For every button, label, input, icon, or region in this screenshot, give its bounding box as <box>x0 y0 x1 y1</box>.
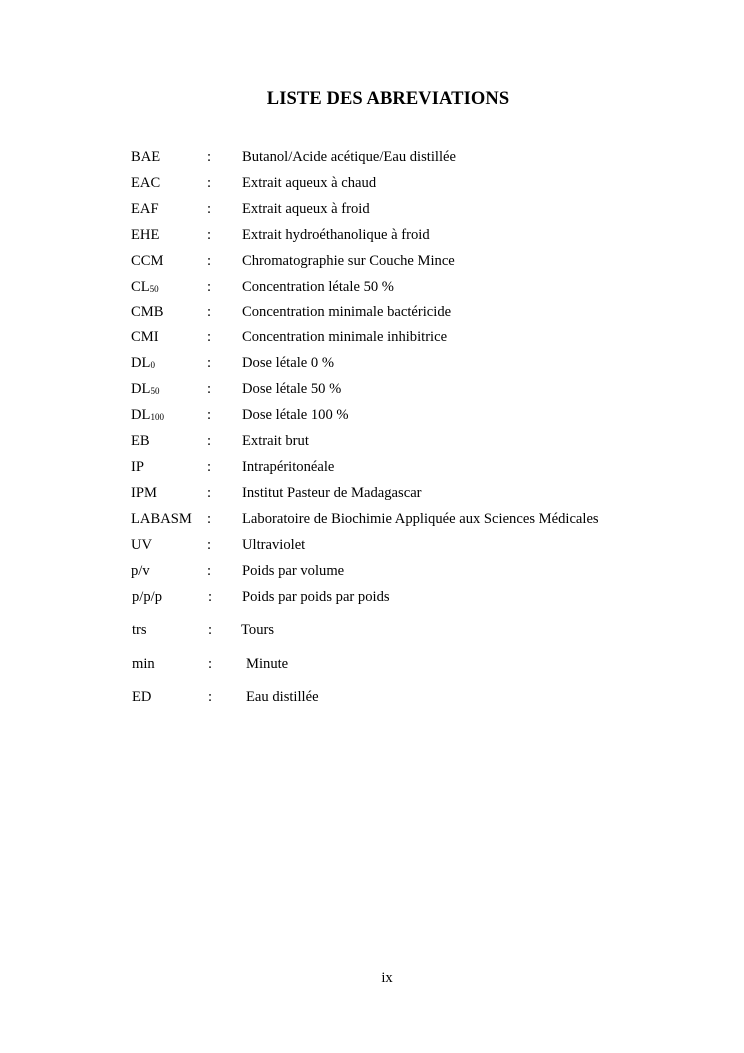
abbreviation-definition: Dose létale 100 % <box>242 407 349 423</box>
abbreviation-term: IPM <box>131 485 157 501</box>
abbreviation-definition: Extrait brut <box>242 433 309 449</box>
separator-colon: : <box>207 459 212 475</box>
abbreviation-row <box>0 379 744 399</box>
separator-colon: : <box>208 689 213 705</box>
abbreviation-term: CMB <box>131 304 164 320</box>
abbreviation-row <box>0 199 744 219</box>
abbreviation-definition: Laboratoire de Biochimie Appliquée aux Sciences Médicales <box>242 511 599 527</box>
abbreviation-definition: Concentration minimale bactéricide <box>242 304 452 320</box>
separator-colon: : <box>207 537 212 553</box>
abbreviation-row <box>0 431 744 451</box>
abbreviation-row <box>0 587 744 607</box>
abbreviation-term: UV <box>131 537 153 553</box>
abbreviation-definition: Intrapéritonéale <box>242 459 335 475</box>
abbreviation-term: EHE <box>131 227 160 243</box>
abbreviation-row <box>0 620 744 640</box>
abbreviation-definition: Extrait aqueux à chaud <box>242 175 377 191</box>
separator-colon: : <box>207 355 212 371</box>
abbreviation-term: $CL_{50}$ <box>131 279 159 295</box>
abbreviation-term: LABASM <box>131 511 192 527</box>
abbreviation-row <box>0 225 744 245</box>
abbreviation-definition: Eau distillée <box>246 689 319 705</box>
abbreviation-term: IP <box>131 459 144 475</box>
abbreviation-definition: Extrait aqueux à froid <box>242 201 370 217</box>
abbreviation-term: EB <box>131 433 150 449</box>
abbreviation-row <box>0 535 744 555</box>
separator-colon: : <box>207 511 212 527</box>
separator-colon: : <box>208 656 213 672</box>
abbreviation-term: EAF <box>131 201 159 217</box>
abbreviation-term: ED <box>132 689 152 705</box>
abbreviation-row <box>0 561 744 581</box>
abbreviation-definition: Concentration minimale inhibitrice <box>242 329 448 345</box>
abbreviation-row <box>0 147 744 167</box>
abbreviation-term: $DL_{100}$ <box>131 407 164 423</box>
abbreviation-row <box>0 654 744 674</box>
abbreviation-row <box>0 302 744 322</box>
separator-colon: : <box>207 563 212 579</box>
abbreviation-definition: Dose létale 50 % <box>242 381 342 397</box>
abbreviation-definition: Concentration létale 50 % <box>242 279 394 295</box>
abbreviation-term: $DL_0$ <box>131 355 155 371</box>
abbreviation-row <box>0 353 744 373</box>
abbreviation-definition: Ultraviolet <box>242 537 306 553</box>
abbreviation-row <box>0 483 744 503</box>
abbreviation-row <box>0 277 744 297</box>
abbreviation-row <box>0 405 744 425</box>
separator-colon: : <box>207 253 212 269</box>
separator-colon: : <box>208 622 213 638</box>
abbreviation-row <box>0 687 744 707</box>
separator-colon: : <box>207 485 212 501</box>
separator-colon: : <box>207 175 212 191</box>
abbreviation-term: BAE <box>131 149 161 165</box>
abbreviation-term: min <box>132 656 155 672</box>
abbreviation-definition: Poids par poids par poids <box>242 589 390 605</box>
separator-colon: : <box>207 149 212 165</box>
abbreviation-row <box>0 509 744 529</box>
separator-colon: : <box>207 201 212 217</box>
abbreviation-term: p/v <box>131 563 150 579</box>
separator-colon: : <box>207 407 212 423</box>
separator-colon: : <box>207 433 212 449</box>
abbreviation-definition: Butanol/Acide acétique/Eau distillée <box>242 149 456 165</box>
abbreviation-definition: Extrait hydroéthanolique à froid <box>242 227 430 243</box>
page-number: ix <box>381 970 393 986</box>
abbreviation-term: CCM <box>131 253 164 269</box>
abbreviation-definition: Minute <box>246 656 289 672</box>
abbreviation-definition: Poids par volume <box>242 563 345 579</box>
abbreviation-definition: Tours <box>241 622 275 638</box>
abbreviation-definition: Dose létale 0 % <box>242 355 334 371</box>
separator-colon: : <box>207 279 212 295</box>
abbreviation-term: CMI <box>131 329 159 345</box>
abbreviation-row <box>0 251 744 271</box>
abbreviation-definition: Chromatographie sur Couche Mince <box>242 253 455 269</box>
separator-colon: : <box>208 589 213 605</box>
abbreviation-term: p/p/p <box>132 589 162 605</box>
abbreviation-term: trs <box>132 622 147 638</box>
separator-colon: : <box>207 227 212 243</box>
abbreviation-term: EAC <box>131 175 161 191</box>
separator-colon: : <box>207 304 212 320</box>
separator-colon: : <box>207 329 212 345</box>
abbreviation-row <box>0 173 744 193</box>
abbreviation-row <box>0 457 744 477</box>
separator-colon: : <box>207 381 212 397</box>
abbreviation-row <box>0 327 744 347</box>
page-title: LISTE DES ABREVIATIONS <box>266 89 510 109</box>
abbreviation-term: $DL_{50}$ <box>131 381 160 397</box>
abbreviation-definition: Institut Pasteur de Madagascar <box>242 485 422 501</box>
